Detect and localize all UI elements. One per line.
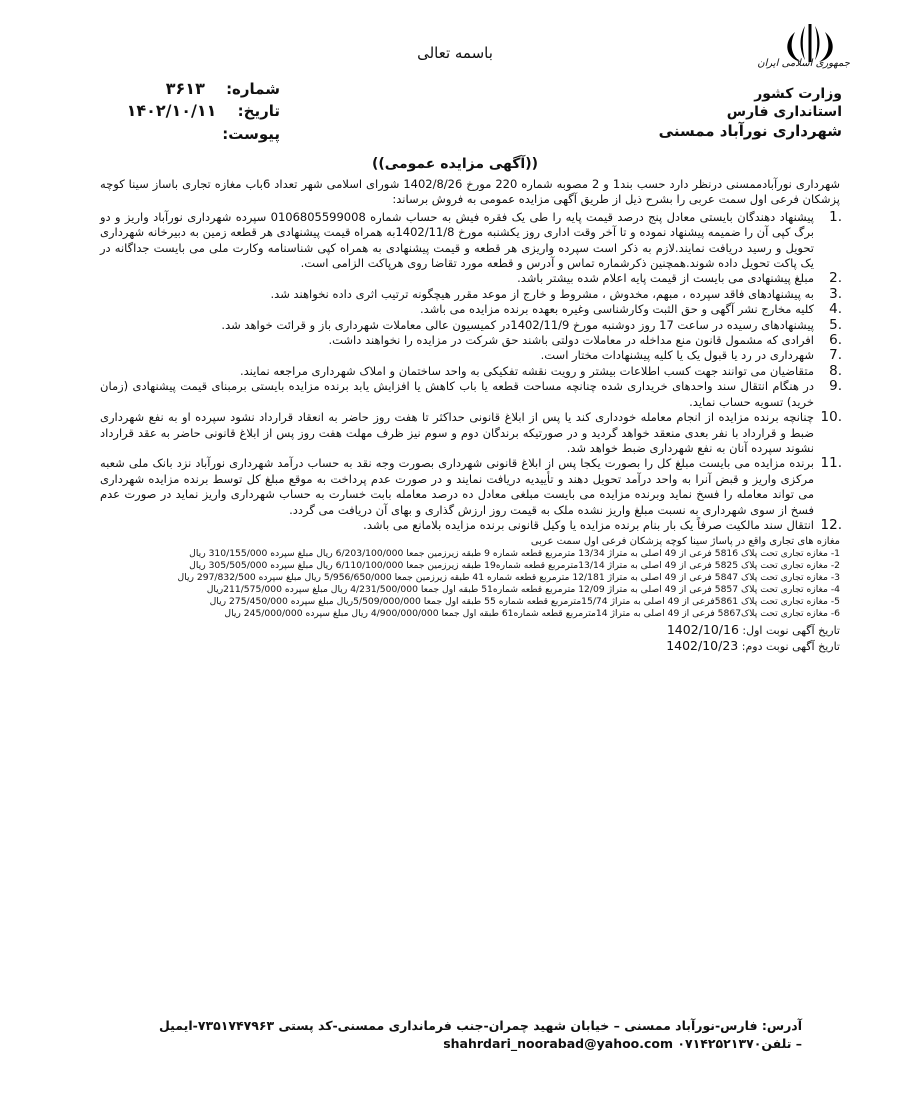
shops-title: مغازه های تجاری واقع در پاساژ سینا کوچه پزشکان فرعی اول سمت عربی — [530, 536, 840, 548]
condition-item — [100, 364, 840, 379]
shop-row: 2- مغازه تجاری تحت پلاک 5825 فرعی از 49 اصلی به متراژ 13/14مترمربع قطعه شماره19 طبقه زیرزمین جمعا 6/110/100/000 ریال مبلغ سپرده 305/505/000 ریال — [189, 560, 840, 572]
footer-address: آدرس: فارس-نورآباد ممسنی – خیابان شهید چمران-جنب فرمانداری ممسنی-کد پستی ۷۳۵۱۷۴۷۹۶۳-ایمیل — [159, 1018, 802, 1033]
province-name: استانداری فارس — [726, 104, 842, 120]
condition-item — [100, 348, 840, 363]
condition-number: 2. — [829, 270, 842, 287]
condition-number: 6. — [829, 332, 842, 349]
shops-list — [100, 535, 840, 620]
date-label: تاریخ: — [237, 102, 280, 120]
first-notice — [100, 622, 840, 638]
first-notice-date: 1402/10/16 — [666, 622, 739, 638]
footer-contact — [443, 1036, 802, 1051]
condition-text: کلیه مخارج نشر آگهی و حق الثبت وکارشناسی وغیره بعهده برنده مزایده می باشد. — [419, 302, 814, 317]
letter-number — [166, 79, 280, 98]
condition-item — [100, 518, 840, 533]
condition-item — [100, 271, 840, 286]
shop-row: 5- مغازه تجاری تحت پلاک 5861فرعی از 49 اصلی به متراژ 15/74مترمربع قطعه شماره 55 طبقه اول جمعا 5/509/000/000ریال مبلغ سپرده 275/450/000 ریال — [209, 596, 840, 608]
condition-text: انتقال سند مالکیت صرفاً یک بار بنام برنده مزایده یا وکیل قانونی برنده مزایده بلامانع می باشد. — [363, 517, 814, 532]
footer-email[interactable]: shahrdari_noorabad@yahoo.com — [443, 1036, 674, 1051]
letter-attachment — [222, 125, 280, 143]
date-value: ۱۴۰۲/۱۰/۱۱ — [126, 101, 217, 120]
letter-date — [127, 101, 280, 120]
footer-phone: – تلفن۰۷۱۴۲۵۲۱۳۷۰ — [677, 1036, 802, 1051]
condition-text: چنانچه برنده مزایده از انجام معامله خودداری کند یا پس از ابلاغ قانونی حداکثر تا هفت روز حاضر به انعقاد قرارداد نشود سپرده او به نفع شهرداری ضبط و قرارداد با نفر بعدی منعقد خواهد گردید و در صورتیکه برندگان دوم و سوم نیز ظرف مهلت هفت روز پس از ابلاغ قانونی حاضر به عقد قرارداد نشوند سپرده آنان به نفع شهرداری ضبط خواهد شد. — [100, 410, 814, 455]
notice-dates — [100, 622, 840, 654]
conditions-list — [100, 210, 840, 534]
second-notice-date: 1402/10/23 — [666, 638, 739, 654]
notice-intro: شهرداری نورآبادممسنی درنظر دارد حسب بند1 و 2 مصوبه شماره 220 مورخ 1402/8/26 شورای اسلامی شهر تعداد 6باب مغازه تجاری باساز سینا کوچه پزشکان فرعی اول سمت عربی را بشرح ذیل از طریق آگهی مزایده عمومی به فروش برساند: — [100, 177, 840, 207]
condition-text: پیشنهادهای رسیده در ساعت 17 روز دوشنبه مورخ 1402/11/9در کمیسیون عالی معاملات شهرداری باز و قرائت خواهد شد. — [221, 317, 814, 332]
condition-text: شهرداری در رد یا قبول یک یا کلیه پیشنهادات مختار است. — [540, 348, 814, 363]
notice-title: ((آگهی مزایده عمومی)) — [371, 156, 539, 172]
condition-number: 9. — [829, 378, 842, 395]
ministry-name: وزارت کشور — [754, 86, 842, 102]
number-label: شماره: — [226, 80, 280, 98]
condition-text: پیشنهاد دهندگان بایستی معادل پنج درصد قیمت پایه را طی یک فقره فیش به حساب شماره 0106805599008 سپرده شهرداری نورآباد واریز و دو برگ کپی آن را ضمیمه پیشنهاد نموده و تا آخر وقت اداری روز یکشنبه مورخ 1402/11/8به همراه قیمت پیشنهادی هر قطعه زمین به دبیرخانه شهرداری تحویل و رسید دریافت نمایند.لازم به ذکر است سپرده واریزی هر قطعه و قیمت پیشنهادی به همراه کپی شناسنامه وکارت ملی می بایست جداگانه در یک پاکت تحویل داده شوند.همچنین ذکرشماره تماس و آدرس و قطعه مورد تقاضا روی هرپاکت الزامی است. — [100, 209, 815, 271]
second-notice-label: تاریخ آگهی نوبت دوم: — [741, 640, 840, 654]
condition-item — [100, 379, 840, 410]
emblem-caption: جمهوری اسلامی ایران — [757, 58, 850, 69]
shops-rows — [100, 548, 840, 620]
condition-item — [100, 318, 840, 333]
condition-number: 4. — [829, 301, 842, 318]
basmala-heading: باسمه تعالی — [417, 44, 493, 62]
condition-number: 11. — [820, 455, 842, 472]
condition-text: افرادی که مشمول قانون منع مداخله در معاملات دولتی باشند حق شرکت در مزایده را نخواهند داشت. — [328, 333, 814, 348]
shop-row: 1- مغازه تجاری تحت پلاک 5816 فرعی از 49 اصلی به متراژ 13/34 مترمربع قطعه شماره 9 طبقه زیرزمین جمعا 6/203/100/000 ریال مبلغ سپرده 310/155/000 ریال — [189, 548, 840, 560]
shop-row: 6- مغازه تجاری تحت پلاک5867 فرعی از 49 اصلی به متراژ 14مترمربع قطعه شماره61 طبقه اول جمعا 4/900/000/000 ریال مبلغ سپرده 245/000/000 ریال — [224, 608, 840, 620]
condition-number: 10. — [820, 409, 842, 426]
condition-item — [100, 210, 840, 272]
condition-item — [100, 287, 840, 302]
condition-text: متقاضیان می توانند جهت کسب اطلاعات بیشتر و رویت نقشه تفکیکی به واحد ساختمان و املاک شهرداری مراجعه نمایند. — [239, 363, 814, 378]
notice-body — [100, 177, 840, 654]
condition-number: 5. — [829, 316, 842, 333]
condition-number: 1. — [829, 208, 842, 225]
condition-text: مبلغ پیشنهادی می بایست از قیمت پایه اعلام شده بیشتر باشد. — [517, 271, 814, 286]
attachment-label: پیوست: — [222, 125, 280, 143]
condition-text: به پیشنهادهای فاقد سپرده ، مبهم، مخدوش ، مشروط و خارج از موعد مقرر هیچگونه ترتیب اثری داده نخواهند شد. — [270, 286, 814, 301]
shop-row: 3- مغازه تجاری تحت پلاک 5847 فرعی از 49 اصلی به متراژ 12/181 مترمربع قطعه شماره 41 طبقه زیرزمین جمعا 5/956/650/000 ریال مبلغ سپرده 297/832/500 ریال — [177, 572, 840, 584]
condition-text: در هنگام انتقال سند واحدهای خریداری شده چنانچه مساحت قطعه یا باب کاهش یا افزایش یابد برنده مزایده بایستی برمبنای قیمت پیشنهادی (زمان خرید) تسویه حساب نماید. — [100, 379, 814, 409]
shop-row: 4- مغازه تجاری تحت پلاک 5857 فرعی از 49 اصلی به متراژ 12/09 مترمربع قطعه شماره51 طبقه اول جمعا 4/231/500/000 ریال مبلغ سپرده 211/575/000ریال — [206, 584, 840, 596]
first-notice-label: تاریخ آگهی نوبت اول: — [742, 624, 840, 638]
number-value: ۳۶۱۳ — [165, 79, 205, 98]
condition-item — [100, 410, 840, 456]
condition-number: 7. — [829, 347, 842, 364]
municipality-name: شهرداری نورآباد ممسنی — [658, 122, 842, 140]
condition-item — [100, 333, 840, 348]
condition-number: 8. — [829, 362, 842, 379]
condition-item — [100, 456, 840, 518]
iran-emblem-icon — [755, 22, 865, 82]
condition-item — [100, 302, 840, 317]
condition-number: 12. — [820, 516, 842, 533]
condition-text: برنده مزایده می بایست مبلغ کل را بصورت یکجا پس از ابلاغ قانونی شهرداری بصورت وجه نقد به حساب درآمد شهرداری نورآباد نزد بانک ملی شعبه مرکزی واریز و قبض آنرا به واحد درآمد تحویل دهند و تأییدیه دریافت نمایند و در صورت عدم پرداخت به موقع مبلغ کل توسط برنده مزایده شهرداری می تواند معامله را فسخ نماید وبرنده مزایده می بایست مبلغی معادل ده درصد معامله بابت خسارت به حساب شهرداری واریز نماید در صورت عدم فسخ از سوی شهرداری به نسبت مبلغ واریز نشده ملک به قیمت روز ارزش گذاری و بهای آن دریافت می گردد. — [100, 456, 814, 517]
second-notice — [100, 638, 840, 654]
condition-number: 3. — [829, 285, 842, 302]
